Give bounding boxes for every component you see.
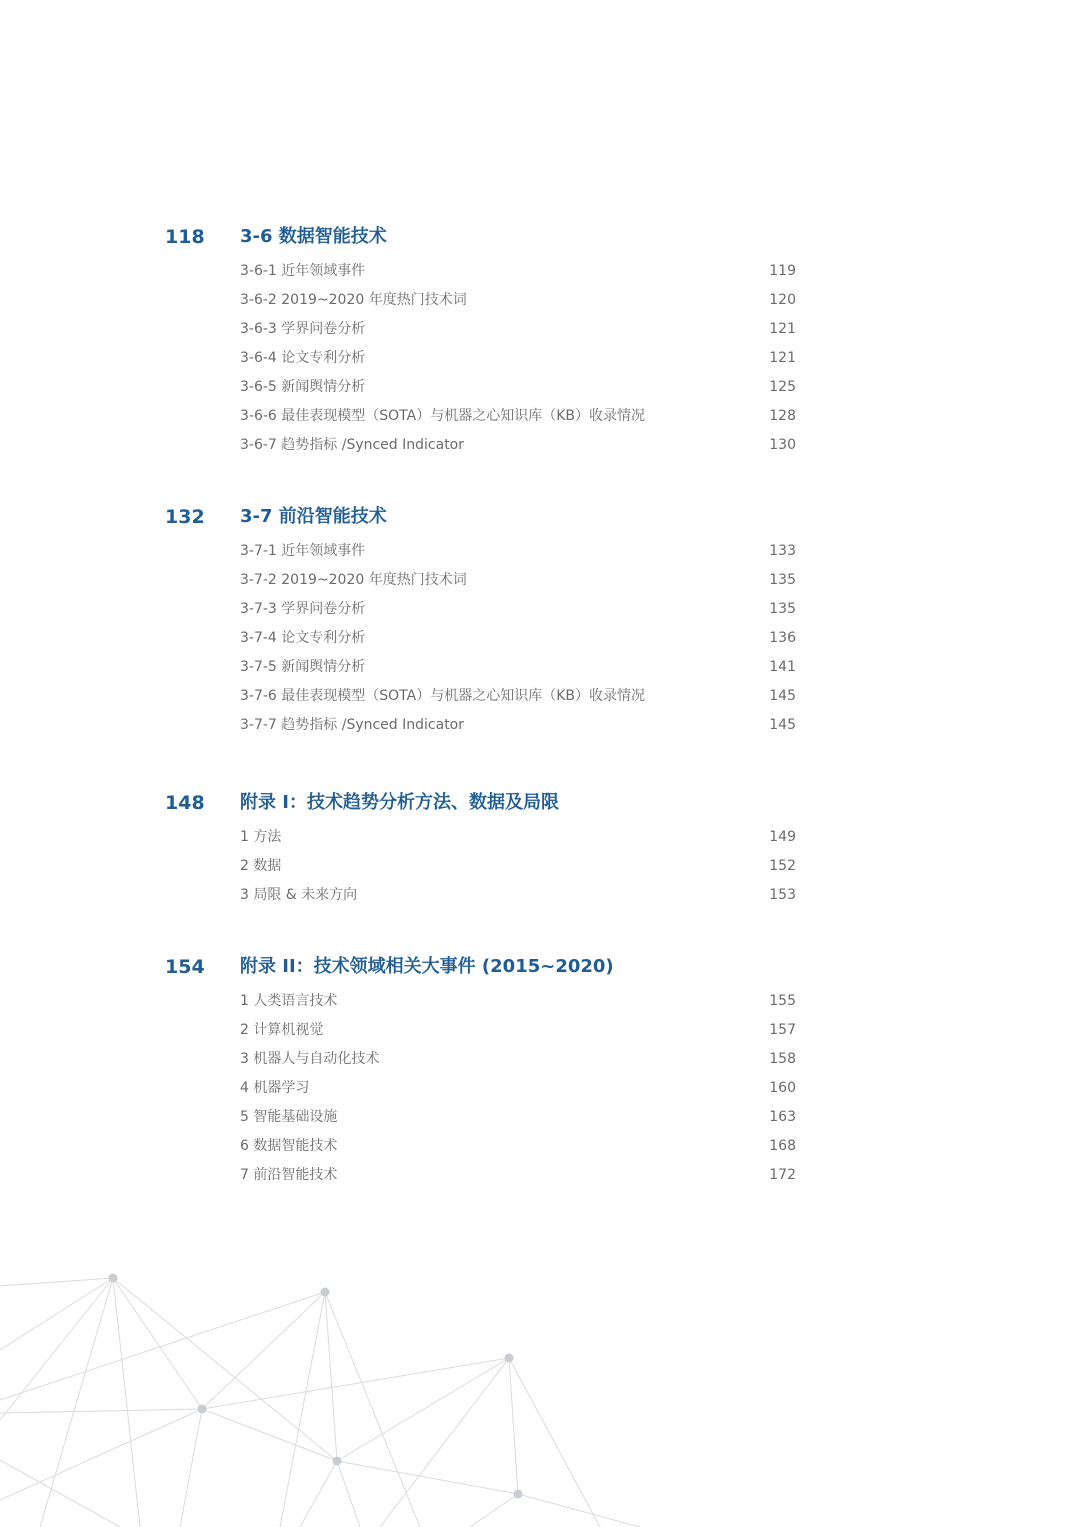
toc-entry[interactable] bbox=[0, 1105, 1080, 1129]
section-title: 附录 I：技术趋势分析方法、数据及局限 bbox=[240, 792, 559, 813]
entry-title: 3 机器人与自动化技术 bbox=[240, 1051, 380, 1067]
entry-title: 6 数据智能技术 bbox=[240, 1138, 338, 1154]
section-heading[interactable] bbox=[0, 952, 1080, 982]
entry-title: 3-6-7 趋势指标 /Synced Indicator bbox=[240, 437, 464, 453]
toc-entry[interactable] bbox=[0, 259, 1080, 283]
toc-entry[interactable] bbox=[0, 854, 1080, 878]
section-page-number: 118 bbox=[165, 226, 205, 248]
entry-title: 3-7-1 近年领域事件 bbox=[240, 543, 366, 559]
entry-title: 3-6-6 最佳表现模型（SOTA）与机器之心知识库（KB）收录情况 bbox=[240, 408, 646, 424]
section-page-number: 148 bbox=[165, 792, 205, 814]
entry-page-number: 125 bbox=[769, 379, 796, 395]
entry-page-number: 136 bbox=[769, 630, 796, 646]
toc-entry[interactable] bbox=[0, 317, 1080, 341]
section-title: 附录 II：技术领域相关大事件 (2015~2020) bbox=[240, 956, 614, 977]
entry-page-number: 135 bbox=[769, 601, 796, 617]
toc-entry[interactable] bbox=[0, 288, 1080, 312]
entry-page-number: 160 bbox=[769, 1080, 796, 1096]
entry-page-number: 158 bbox=[769, 1051, 796, 1067]
entry-page-number: 145 bbox=[769, 688, 796, 704]
entry-page-number: 120 bbox=[769, 292, 796, 308]
entry-page-number: 155 bbox=[769, 993, 796, 1009]
entry-title: 7 前沿智能技术 bbox=[240, 1167, 338, 1183]
toc-entry[interactable] bbox=[0, 1134, 1080, 1158]
entry-title: 1 人类语言技术 bbox=[240, 993, 338, 1009]
entry-page-number: 121 bbox=[769, 321, 796, 337]
toc-entry[interactable] bbox=[0, 1047, 1080, 1071]
entry-title: 2 数据 bbox=[240, 858, 282, 874]
entry-title: 1 方法 bbox=[240, 829, 282, 845]
toc-entry[interactable] bbox=[0, 989, 1080, 1013]
entry-page-number: 153 bbox=[769, 887, 796, 903]
entry-page-number: 157 bbox=[769, 1022, 796, 1038]
entry-title: 4 机器学习 bbox=[240, 1080, 310, 1096]
section-title: 3-6 数据智能技术 bbox=[240, 226, 387, 247]
entry-title: 3-6-2 2019~2020 年度热门技术词 bbox=[240, 292, 467, 308]
entry-title: 3 局限 & 未来方向 bbox=[240, 887, 358, 903]
entry-title: 3-7-2 2019~2020 年度热门技术词 bbox=[240, 572, 467, 588]
entry-page-number: 145 bbox=[769, 717, 796, 733]
toc-entry[interactable] bbox=[0, 346, 1080, 370]
entry-page-number: 130 bbox=[769, 437, 796, 453]
network-decoration bbox=[0, 1250, 1080, 1527]
entry-title: 3-7-6 最佳表现模型（SOTA）与机器之心知识库（KB）收录情况 bbox=[240, 688, 646, 704]
section-heading[interactable] bbox=[0, 788, 1080, 818]
entry-title: 3-6-3 学界问卷分析 bbox=[240, 321, 366, 337]
toc-entry[interactable] bbox=[0, 1163, 1080, 1187]
entry-page-number: 172 bbox=[769, 1167, 796, 1183]
entry-title: 5 智能基础设施 bbox=[240, 1109, 338, 1125]
toc-entry[interactable] bbox=[0, 375, 1080, 399]
toc-entry[interactable] bbox=[0, 684, 1080, 708]
entry-page-number: 133 bbox=[769, 543, 796, 559]
section-heading[interactable] bbox=[0, 222, 1080, 252]
toc-entry[interactable] bbox=[0, 713, 1080, 737]
section-title: 3-7 前沿智能技术 bbox=[240, 506, 387, 527]
toc-entry[interactable] bbox=[0, 597, 1080, 621]
entry-title: 3-7-7 趋势指标 /Synced Indicator bbox=[240, 717, 464, 733]
entry-title: 3-7-4 论文专利分析 bbox=[240, 630, 366, 646]
section-page-number: 154 bbox=[165, 956, 205, 978]
toc-entry[interactable] bbox=[0, 1018, 1080, 1042]
toc-entry[interactable] bbox=[0, 883, 1080, 907]
entry-page-number: 152 bbox=[769, 858, 796, 874]
entry-title: 2 计算机视觉 bbox=[240, 1022, 324, 1038]
entry-page-number: 135 bbox=[769, 572, 796, 588]
toc-entry[interactable] bbox=[0, 825, 1080, 849]
toc-entry[interactable] bbox=[0, 655, 1080, 679]
entry-page-number: 163 bbox=[769, 1109, 796, 1125]
entry-page-number: 149 bbox=[769, 829, 796, 845]
entry-page-number: 141 bbox=[769, 659, 796, 675]
toc-entry[interactable] bbox=[0, 404, 1080, 428]
entry-title: 3-7-5 新闻舆情分析 bbox=[240, 659, 366, 675]
toc-entry[interactable] bbox=[0, 433, 1080, 457]
entry-title: 3-6-5 新闻舆情分析 bbox=[240, 379, 366, 395]
entry-title: 3-6-1 近年领域事件 bbox=[240, 263, 366, 279]
entry-page-number: 128 bbox=[769, 408, 796, 424]
section-page-number: 132 bbox=[165, 506, 205, 528]
section-heading[interactable] bbox=[0, 502, 1080, 532]
toc-entry[interactable] bbox=[0, 626, 1080, 650]
entry-page-number: 168 bbox=[769, 1138, 796, 1154]
toc-entry[interactable] bbox=[0, 568, 1080, 592]
toc-entry[interactable] bbox=[0, 1076, 1080, 1100]
toc-entry[interactable] bbox=[0, 539, 1080, 563]
entry-title: 3-6-4 论文专利分析 bbox=[240, 350, 366, 366]
entry-title: 3-7-3 学界问卷分析 bbox=[240, 601, 366, 617]
entry-page-number: 121 bbox=[769, 350, 796, 366]
entry-page-number: 119 bbox=[769, 263, 796, 279]
